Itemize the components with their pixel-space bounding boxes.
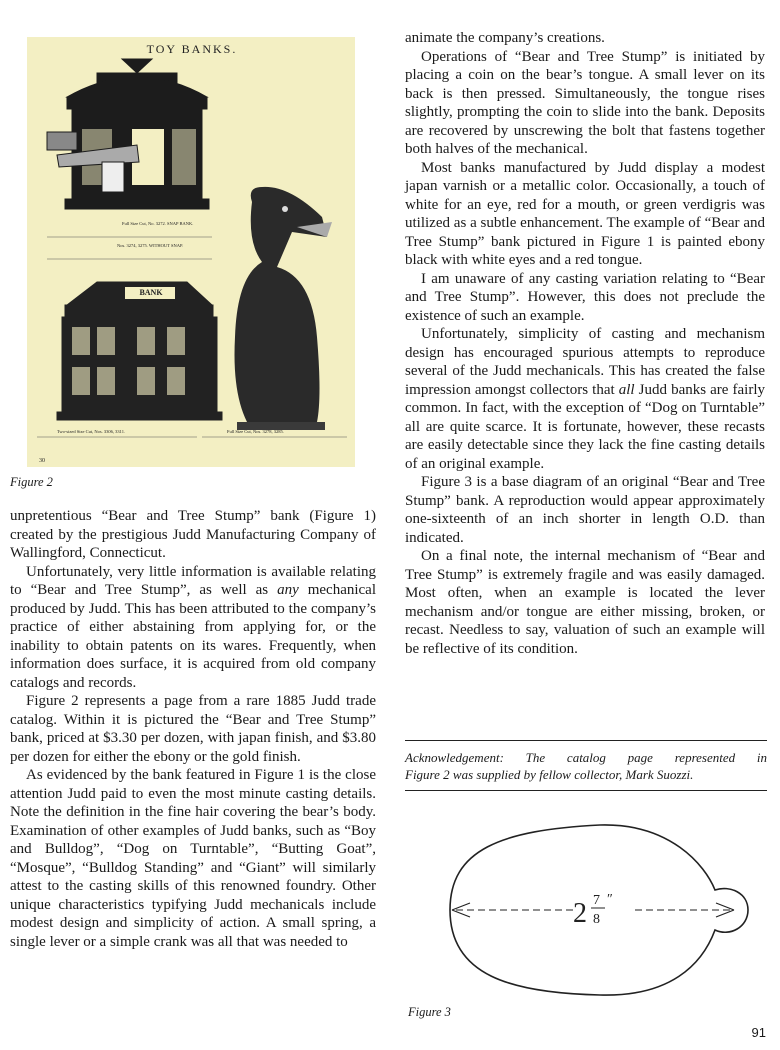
bear-label: Full Size Cut, Nos. 3278, 3285. <box>227 429 284 434</box>
acknowledgement-line-1: Acknowledgement: The catalog page represented in <box>405 750 767 765</box>
svg-text:8: 8 <box>593 912 600 927</box>
two-sized-label: Two-sized Size Cut, Nos. 3306, 3311. <box>57 429 126 434</box>
left-paragraph-3: Figure 2 represents a page from a rare 1885 Judd trade catalog. Within it is pictured the “Bear and Tree Stump” bank, priced at $3.30 per dozen, with japan finish, and $3.80 per dozen for either the ebony or the gold finish. <box>10 693 376 765</box>
right-paragraph-5: Unfortunately, simplicity of casting and mechanism design has encouraged spurious attempts to reproduce several of the Judd mechanicals. This has created the false impression amongst collectors that all Judd banks are fairly common. In fact, with the exception of “Dog on Turntable” all are quite scarce. It is fortunate, however, these recasts are easily detectable since they lack the fine casting details of an original example. <box>405 326 766 472</box>
right-column <box>405 29 765 658</box>
svg-text:2: 2 <box>573 898 587 929</box>
right-paragraph-4: I am unaware of any casting variation relating to “Bear and Tree Stump”. However, this does not preclude the existence of such an example. <box>405 270 765 324</box>
figure2-catalog-image <box>27 37 355 467</box>
figure3-base-diagram <box>430 815 770 1005</box>
snap-bank-illustration <box>47 59 209 209</box>
without-snap-label: Nos. 3274, 3275. WITHOUT SNAP. <box>117 243 184 248</box>
figure2-caption: Figure 2 <box>10 475 53 489</box>
catalog-page-number: 30 <box>39 458 45 464</box>
svg-text:7: 7 <box>593 893 600 908</box>
snap-bank-label: Full Size Cut, No. 3272. SNAP BANK. <box>122 221 194 226</box>
page-number: 91 <box>751 1025 766 1040</box>
right-paragraph-1: animate the company’s creations. <box>405 30 605 46</box>
dimension-label <box>573 892 613 929</box>
right-paragraph-6: Figure 3 is a base diagram of an original “Bear and Tree Stump” bank. A reproduction would appear approximately one-sixteenth of an inch shorter in length O.D. than indicated. <box>405 474 765 546</box>
right-paragraph-3: Most banks manufactured by Judd display a modest japan varnish or a metallic color. Occasionally, a touch of white for an eye, red for a mouth, or green verdigris was utilized as a subtle enhancement. The example of “Bear and Tree Stump” bank pictured in Figure 1 is painted ebony black with white eyes and a red tongue. <box>405 159 765 268</box>
left-paragraph-4: As evidenced by the bank featured in Figure 1 is the close attention Judd paid to even the most minute casting details. Note the definition in the fine hair covering the bear’s body. Examination of other examples of Judd banks, such as “Boy and Bulldog”, “Dog on Turntable”, “Butting Goat”, “Mosque”, “Bulldog Standing” and “Giant” will similarly attest to the casting skills of this renowned foundry. Other unique characteristics typifying Judd mechanicals include modest design and simplicity of action. A small spring, a single lever or a simple crank was all that was needed to <box>10 767 376 950</box>
right-paragraph-2: Operations of “Bear and Tree Stump” is initiated by placing a coin on the bear’s tongue. A small lever on its back is then pressed. Simultaneously, the tongue rises slightly, prompting the coin to slide into the bank. Deposits are recovered by unscrewing the bolt that fastens together both halves of the mechanical. <box>405 48 765 157</box>
building-bank-sign: BANK <box>139 288 163 297</box>
svg-text:″: ″ <box>607 892 613 907</box>
left-column <box>10 507 376 951</box>
left-paragraph-2: Unfortunately, very little information is available relating to “Bear and Tree Stump”, as well as any mechanical produced by Judd. This has been attributed to the company’s practice of either abstaining from applying for, or the inability to obtain patents on its wares. Frequently, when information does surface, it is acquired from old company catalogs and records. <box>10 563 377 691</box>
catalog-header: TOY BANKS. <box>146 42 238 56</box>
right-paragraph-7: On a final note, the internal mechanism of “Bear and Tree Stump” is extremely fragile and was easily damaged. Most often, when an example is located the lever mechanism and/or tongue are either missing, broken, or recast. Needless to say, valuation of such an example will be reflective of its condition. <box>405 548 765 657</box>
bear-bank-illustration <box>235 187 333 430</box>
left-paragraph-1: unpretentious “Bear and Tree Stump” bank (Figure 1) created by the prestigious Judd Manufacturing Company of Wallingford, Connecticut. <box>10 508 376 561</box>
acknowledgement-box <box>405 740 767 791</box>
building-bank-illustration <box>57 282 222 420</box>
acknowledgement-line-2: Figure 2 was supplied by fellow collector, Mark Suozzi. <box>405 767 694 782</box>
figure3-caption: Figure 3 <box>408 1005 451 1019</box>
